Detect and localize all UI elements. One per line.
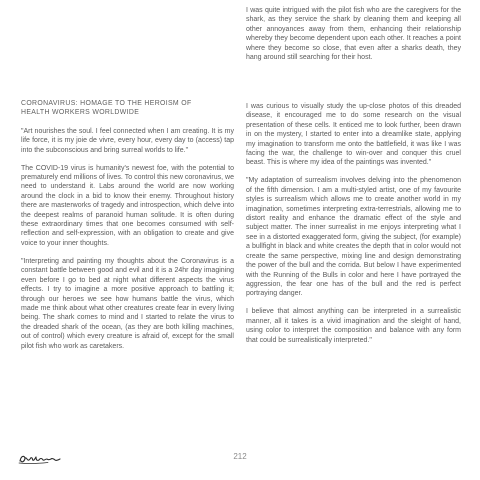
covid-paragraph: The COVID-19 virus is humanity's newest foe, with the potential to prematurely end millions of lives. To control this new coronavirus, we need to understand it. Labs around the world are now working around the clock in a bid to know their enemy. Throughout history there are masterworks of tragedy and introspection, which delve into the deepest realms of paranoid human solitude. It is often during these extraordinary times that one becomes consumed with self-reflection and self-expression, with an obligation to create and give voice to your inner thoughts. [21, 164, 234, 247]
page-number: 212 [233, 452, 247, 461]
pilot-fish-paragraph: I was quite intrigued with the pilot fish who are the caregivers for the shark, as they service the shark by cleaning them and keeping all other annoyances away from them, enhancing their relationship whereby they become dependent upon each other. It reaches a point where they become so close, that even after a sharks death, they hang around still searching for their host. [246, 7, 461, 62]
right-top-column [246, 6, 461, 71]
believe-paragraph: I believe that almost anything can be interpreted in a surrealistic manner, all it takes is a vivid imagination and the sleight of hand, using color to interpret the composition and balance with any form that could be surrealistically interpreted." [246, 308, 461, 344]
surrealism-paragraph: "My adaptation of surrealism involves delving into the phenomenon of the fifth dimension. I am a multi-styled artist, one of my favourite styles is surrealism which allows me to create another world in my imagination, sometimes interpreting extra-terrestrials, allowing me to distort reality and enhance the dramatic effect of the style and subject matter. The inner surrealist in me enjoys interpreting what I see in a distorted exaggerated form, giving the subject, (for example) a bullfight in black and white creates the depth that in color would not create the same perspective, mixing line and design demonstrating the power of the bull and the corrida. But below I have experimented with the Running of the Bulls in color and here I have portrayed the aggression, the fear one has of the bull and the red is perfect portraying danger. [246, 177, 461, 298]
interpreting-paragraph: "Interpreting and painting my thoughts about the Coronavirus is a constant battle between good and evil and it is a 24hr day imagining even before I go to bed at night what different aspects the virus effects. I try to imagine a more positive approach to battling it; through our heroes we see how humans battle the virus, which made me think about what other creatures create fear in every living being. The shark comes to mind and I started to relate the virus to the dreaded shark of the ocean, (as they are both killing machines, out of control) which every creature is afraid of, except for the small pilot fish who work as caretakers. [21, 257, 234, 350]
signature-graphic [18, 452, 62, 466]
quote-paragraph: "Art nourishes the soul. I feel connected when I am creating. It is my life force, it is my joie de vivre, every hour, every day to (access) tap into the subconscious and bring surreal worlds to life." [21, 127, 234, 154]
heading-line-2: HEALTH WORKERS WORLDWIDE [21, 109, 140, 117]
right-column [246, 102, 461, 354]
article-heading [21, 99, 234, 118]
heading-line-1: CORONAVIRUS: HOMAGE TO THE HEROISM OF [21, 100, 192, 107]
artist-signature [18, 452, 62, 471]
left-column [21, 99, 234, 360]
curious-paragraph: I was curious to visually study the up-close photos of this dreaded disease, it encouraged me to do some research on the visual presentation of these cells. It enticed me to look further, been drawn in on the mystery, I started to enter into a dreamlike state, applying my imagination to transform me onto the battlefield, it was like I was facing the war, the challenge to win-over and conquer this cruel beast. This is where my idea of the paintings was invented." [246, 103, 461, 167]
